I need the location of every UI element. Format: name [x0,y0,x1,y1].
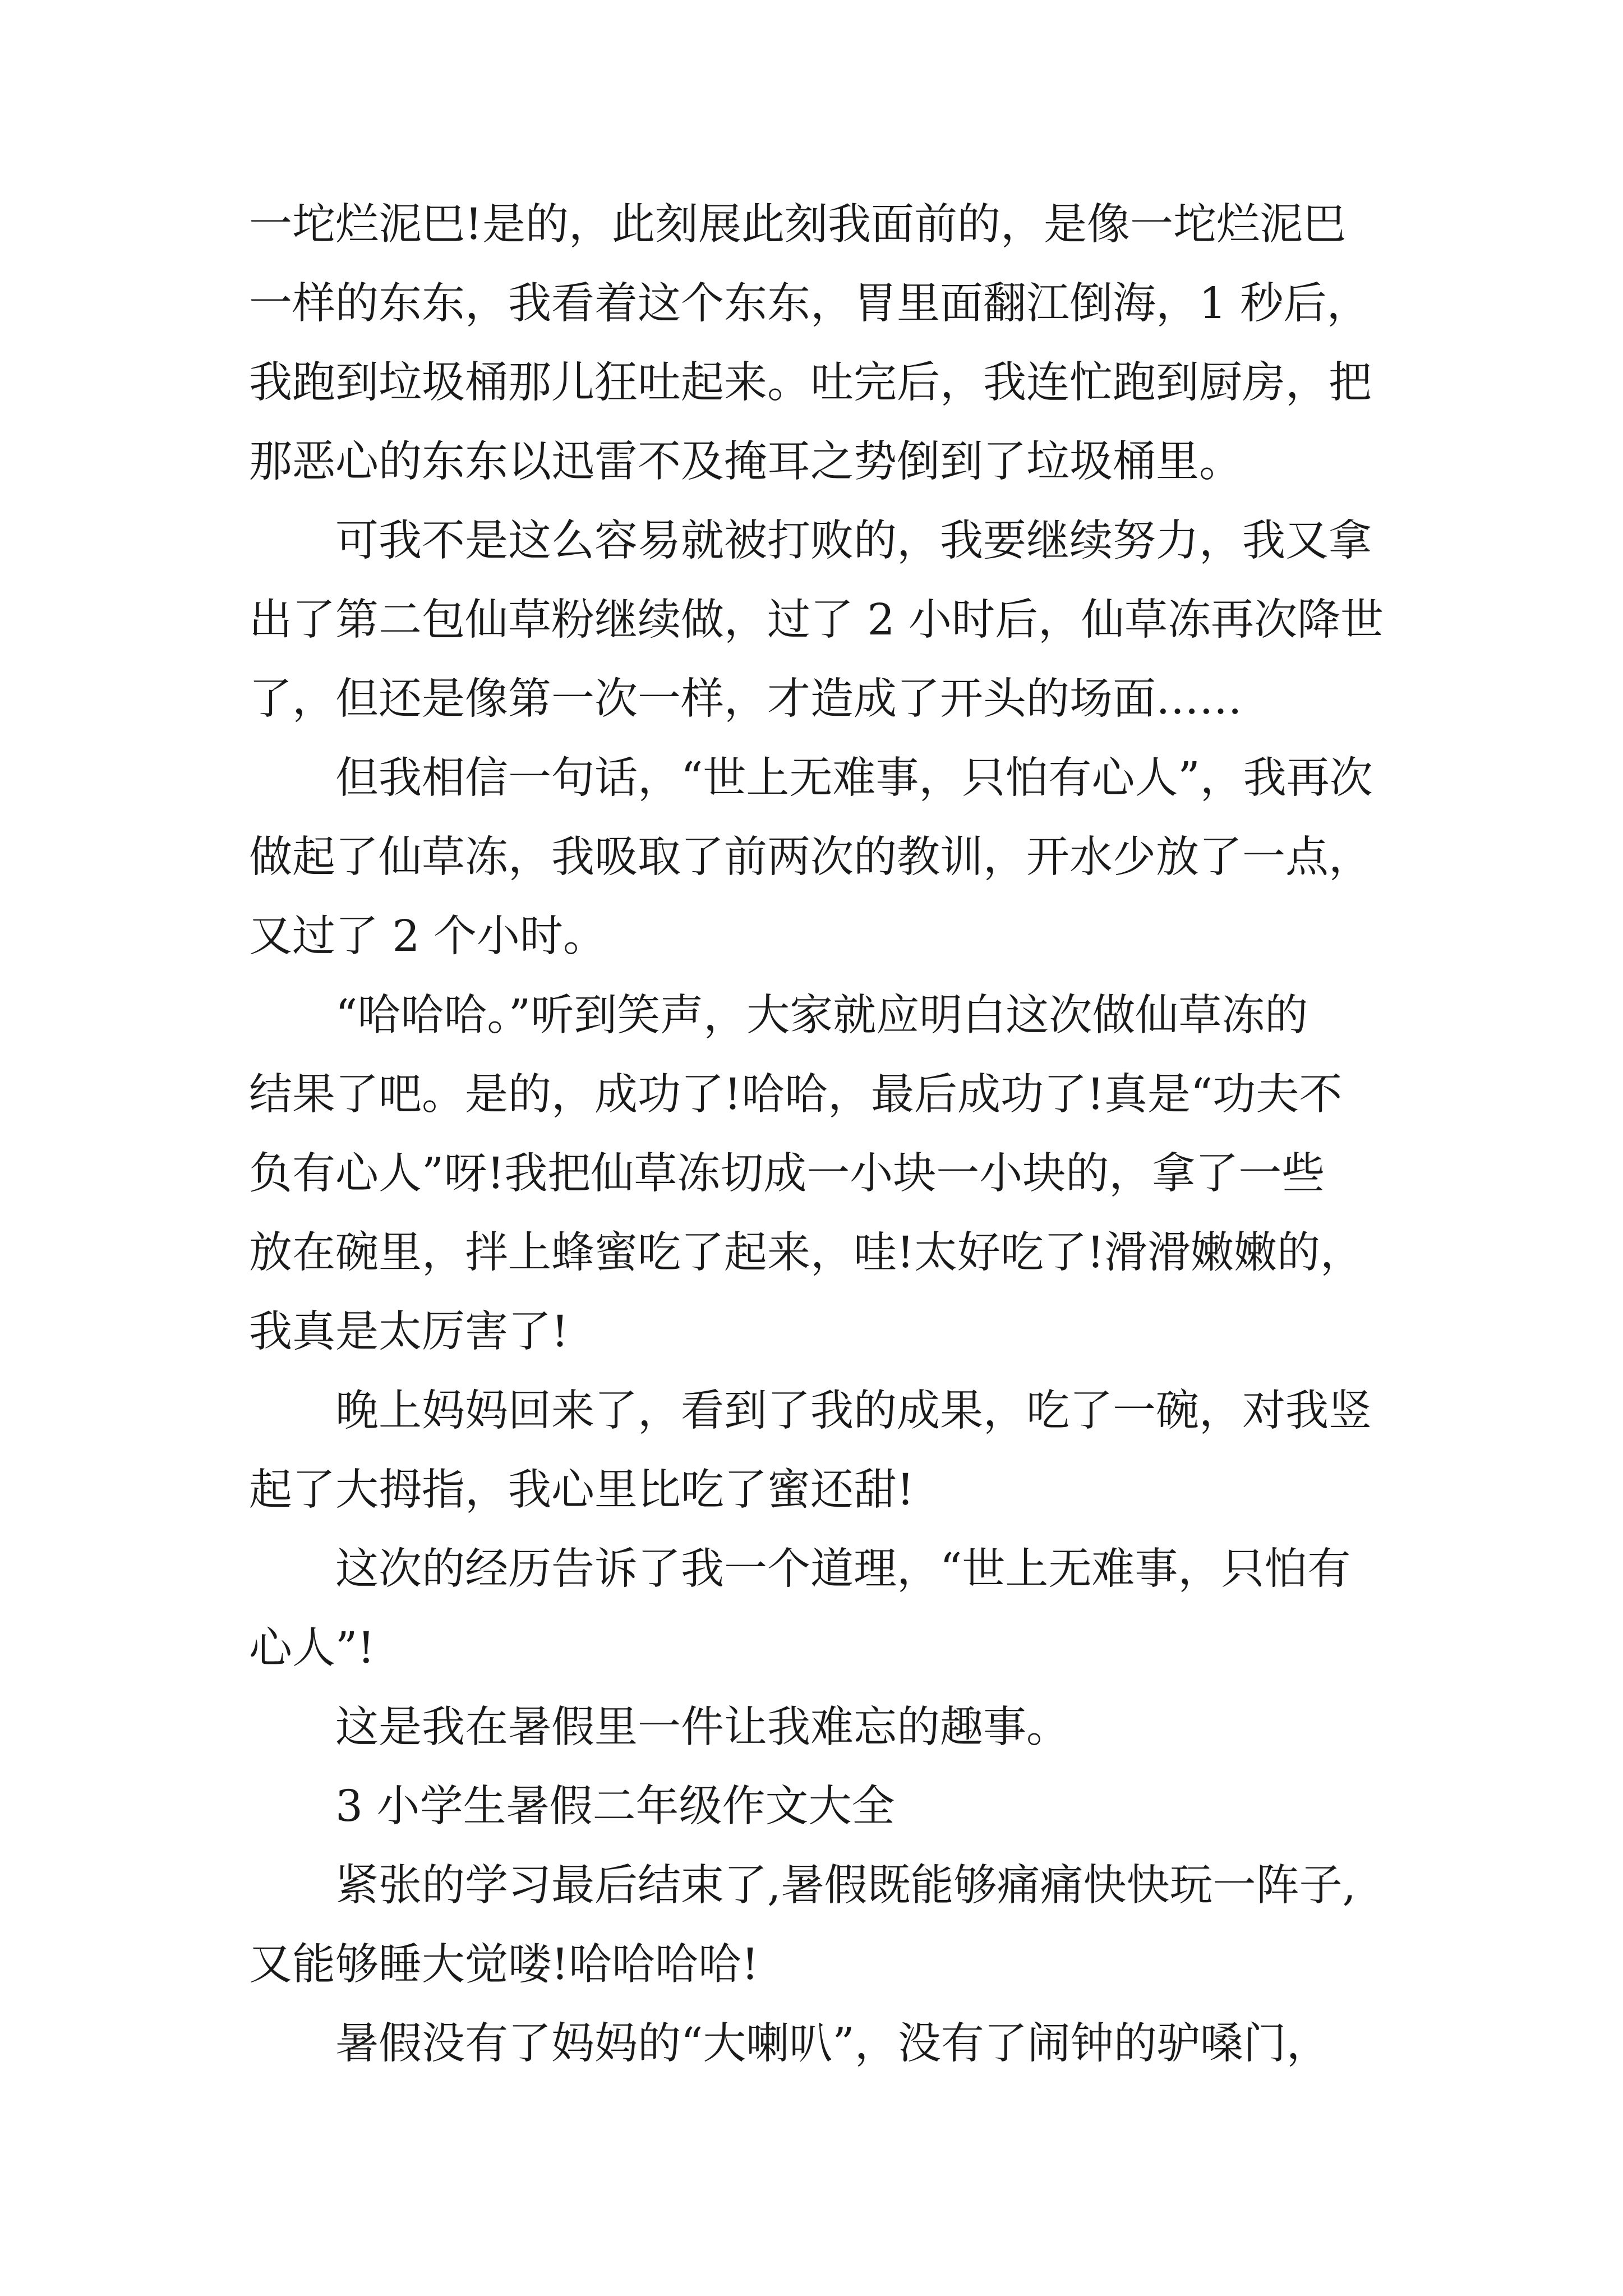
text-line: 我真是太厉害了! [249,1307,569,1357]
text-line: 了，但还是像第一次一样，才造成了开头的场面…… [249,674,1242,724]
text-line: 又过了 2 个小时。 [249,912,606,961]
text-line: 做起了仙草冻，我吸取了前两次的教训，开水少放了一点， [249,832,1372,882]
section-heading: 3 小学生暑假二年级作文大全 [335,1782,895,1832]
text-line: 可我不是这么容易就被打败的，我要继续努力，我又拿 [335,516,1372,566]
text-line: 起了大拇指，我心里比吃了蜜还甜! [249,1465,914,1515]
text-line: 心人”! [249,1623,375,1673]
text-line: 我跑到垃圾桶那儿狂吐起来。吐完后，我连忙跑到厨房，把 [249,358,1372,408]
text-line: 结果了吧。是的，成功了!哈哈，最后成功了!真是“功夫不 [249,1070,1343,1120]
text-line: 一样的东东，我看着这个东东，胃里面翻江倒海，1 秒后， [249,279,1370,329]
text-line: 出了第二包仙草粉继续做，过了 2 小时后，仙草冻再次降世 [249,595,1384,645]
text-line: 紧张的学习最后结束了,暑假既能够痛痛快快玩一阵子, [335,1861,1356,1911]
text-line: 一坨烂泥巴!是的，此刻展此刻我面前的，是像一坨烂泥巴 [249,200,1346,250]
text-line: 这次的经历告诉了我一个道理，“世上无难事，只怕有 [335,1544,1351,1594]
text-line: “哈哈哈。”听到笑声，大家就应明白这次做仙草冻的 [335,991,1308,1041]
text-line: 但我相信一句话，“世上无难事，只怕有心人”，我再次 [335,753,1373,803]
text-line: 暑假没有了妈妈的“大喇叭”，没有了闹钟的驴嗓门， [335,2019,1330,2069]
text-line: 这是我在暑假里一件让我难忘的趣事。 [335,1703,1069,1752]
text-line: 放在碗里，拌上蜂蜜吃了起来，哇!太好吃了!滑滑嫩嫩的， [249,1228,1363,1278]
text-line: 晚上妈妈回来了，看到了我的成果，吃了一碗，对我竖 [335,1386,1372,1436]
article-text [249,185,1415,2083]
text-line: 那恶心的东东以迅雷不及掩耳之势倒到了垃圾桶里。 [249,437,1242,487]
text-line: 又能够睡大觉喽!哈哈哈哈! [249,1940,759,1990]
text-line: 负有心人”呀!我把仙草冻切成一小块一小块的，拿了一些 [249,1149,1325,1199]
